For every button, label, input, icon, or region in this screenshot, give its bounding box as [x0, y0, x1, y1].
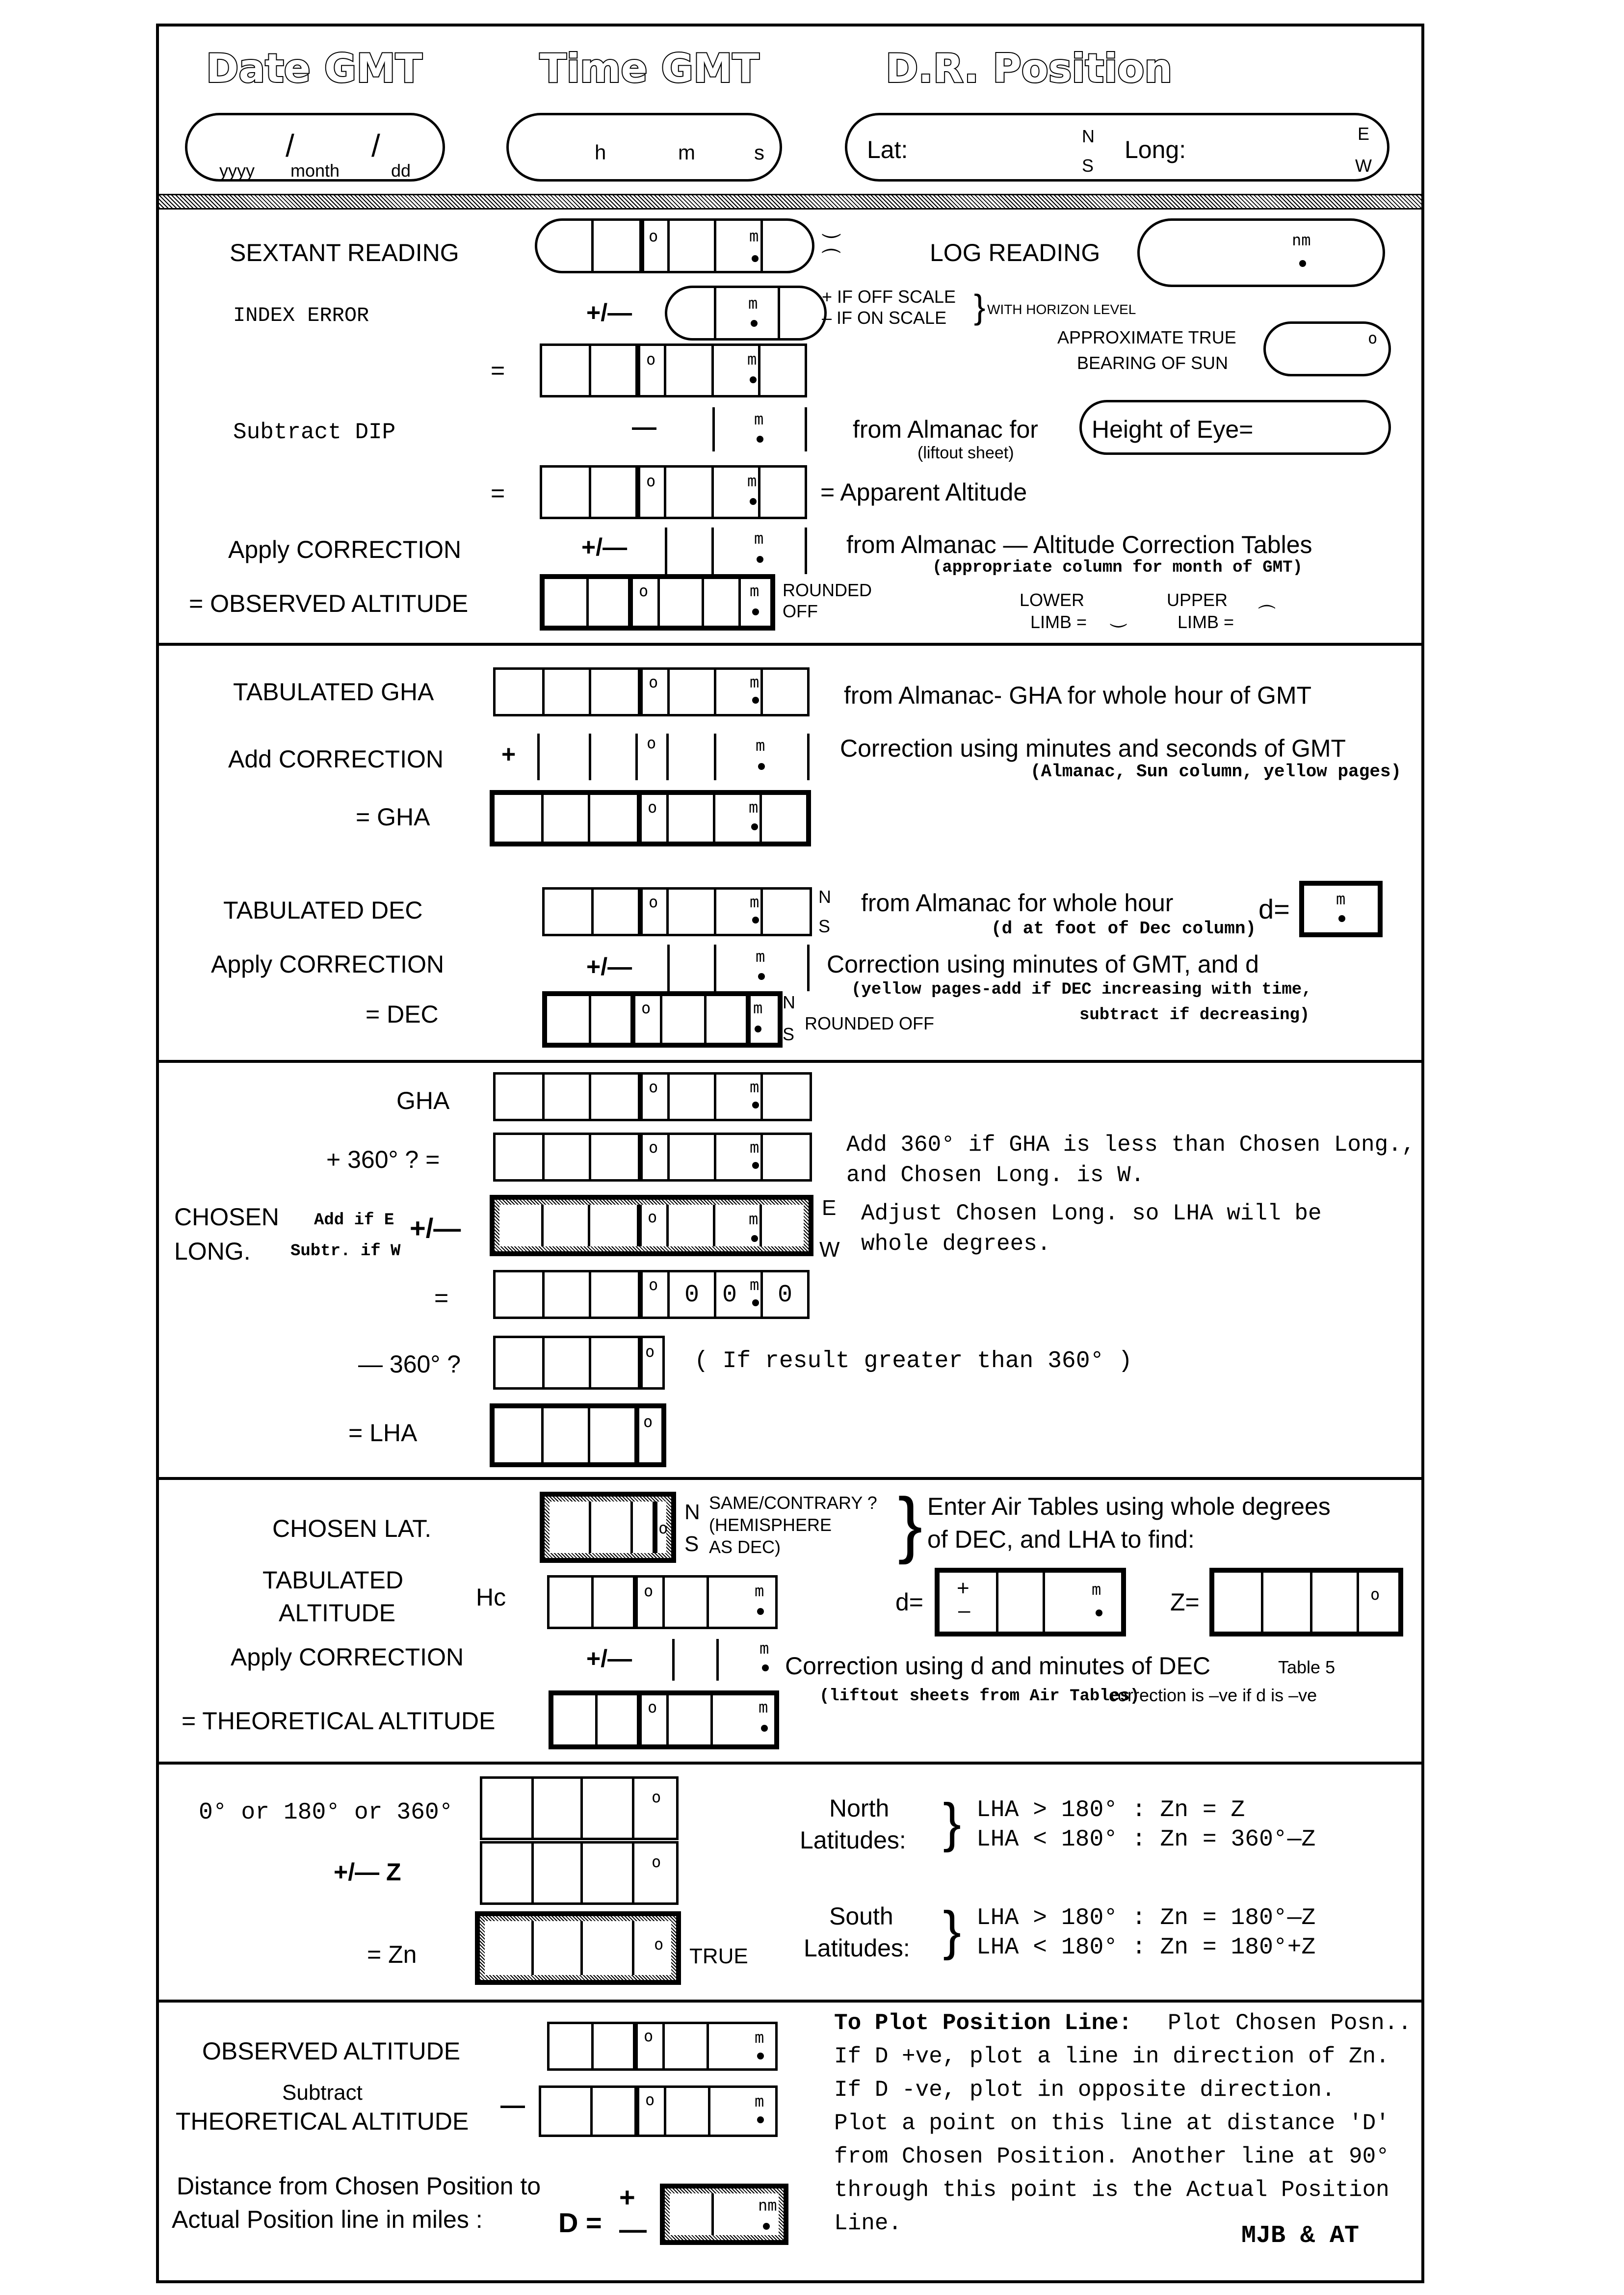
- month-label: month: [290, 160, 340, 181]
- chosen-label: CHOSEN: [174, 1203, 279, 1231]
- apparent-altitude-field[interactable]: o m: [540, 465, 807, 519]
- add-correction-label: Add CORRECTION: [228, 745, 444, 773]
- tabulated-altitude-field[interactable]: o m: [547, 1575, 778, 1629]
- plus-minus-z-label: +/— Z: [334, 1858, 401, 1886]
- subtract-dip-label: Subtract DIP: [233, 420, 396, 445]
- chosen-long-result-field[interactable]: o 0 0 m 0: [493, 1270, 810, 1319]
- sextant-reading-field[interactable]: o m: [535, 218, 814, 273]
- chosen-long-field[interactable]: o m: [490, 1195, 813, 1256]
- tabulated-dec-field[interactable]: o m: [542, 887, 812, 936]
- zn-label: = Zn: [367, 1941, 417, 1968]
- apply-correction-label-1: Apply CORRECTION: [228, 536, 462, 563]
- date-field[interactable]: / / yyyy month dd: [185, 113, 445, 182]
- index-error-field[interactable]: m: [665, 286, 827, 341]
- theoretical-altitude-field-2[interactable]: o m: [539, 2085, 778, 2137]
- dec-label: = DEC: [366, 1001, 439, 1028]
- chosen-lat-label: CHOSEN LAT.: [272, 1515, 432, 1542]
- tabulated-gha-label: TABULATED GHA: [233, 678, 434, 706]
- long-label: Long:: [1125, 136, 1186, 163]
- seconds-label: s: [754, 141, 764, 164]
- gha-label-2: GHA: [396, 1087, 450, 1114]
- log-reading-label: LOG READING: [930, 239, 1100, 266]
- air-tables-d-field[interactable]: + – m: [935, 1568, 1126, 1636]
- date-gmt-heading: Date GMT: [206, 46, 422, 91]
- theoretical-altitude-field[interactable]: o m: [549, 1690, 779, 1749]
- dd-label: dd: [391, 160, 411, 181]
- gha-field-2[interactable]: o m: [493, 1072, 812, 1121]
- dr-position-field[interactable]: Lat: N S Long: E W: [845, 113, 1389, 182]
- air-tables-z-field[interactable]: o: [1209, 1568, 1403, 1636]
- index-error-label: INDEX ERROR: [233, 304, 369, 327]
- height-of-eye-field[interactable]: Height of Eye=: [1079, 400, 1391, 455]
- d-value-field[interactable]: m: [1299, 881, 1383, 937]
- gha-label: = GHA: [356, 803, 430, 831]
- time-field[interactable]: [506, 113, 782, 182]
- dr-position-heading: D.R. Position: [886, 46, 1173, 91]
- time-gmt-heading: Time GMT: [540, 46, 760, 91]
- lower-limb-symbol: ⏝: [822, 215, 841, 237]
- lha-label: = LHA: [348, 1419, 418, 1447]
- plus-minus-z-field[interactable]: o: [480, 1841, 679, 1905]
- z-base-label: 0° or 180° or 360°: [199, 1799, 453, 1826]
- observed-altitude-field-2[interactable]: o m: [547, 2022, 778, 2071]
- plus-360-label: + 360° ? =: [326, 1146, 440, 1173]
- theoretical-altitude-label-2: THEORETICAL ALTITUDE: [176, 2108, 469, 2135]
- observed-altitude-label-2: OBSERVED ALTITUDE: [202, 2037, 461, 2065]
- plot-position-line-title: To Plot Position Line:: [834, 2010, 1132, 2036]
- sextant-reading-label: SEXTANT READING: [230, 239, 459, 266]
- hours-label: h: [595, 141, 606, 164]
- hc-label: Hc: [476, 1583, 506, 1611]
- zn-field[interactable]: o: [475, 1911, 681, 1985]
- tabulated-altitude-label: TABULATED: [262, 1566, 404, 1594]
- section-divider-1: [156, 643, 1424, 646]
- tabulated-gha-field[interactable]: o m: [493, 667, 810, 716]
- section-divider-5: [156, 2000, 1424, 2003]
- sun-bearing-field[interactable]: o: [1263, 321, 1391, 376]
- sextant-corrected-field[interactable]: o m: [540, 343, 807, 397]
- gha-field[interactable]: o m: [490, 790, 811, 846]
- distance-d-field[interactable]: nm: [660, 2184, 788, 2245]
- long-label-2: LONG.: [174, 1238, 251, 1265]
- chosen-lat-field[interactable]: o: [540, 1492, 676, 1563]
- author-credit: MJB & AT: [1241, 2222, 1360, 2250]
- section-divider-2: [156, 1060, 1424, 1063]
- gha-plus-360-field[interactable]: o m: [493, 1133, 812, 1182]
- header-hatch-divider: [159, 194, 1421, 210]
- minus-360-label: — 360° ?: [358, 1350, 461, 1378]
- log-reading-field[interactable]: nm: [1137, 218, 1385, 287]
- minus-360-field[interactable]: o: [493, 1336, 665, 1390]
- observed-altitude-label: = OBSERVED ALTITUDE: [189, 590, 469, 617]
- apply-correction-label-2: Apply CORRECTION: [211, 950, 445, 978]
- lat-label: Lat:: [867, 136, 908, 163]
- theoretical-altitude-label: = THEORETICAL ALTITUDE: [182, 1707, 496, 1735]
- section-divider-4: [156, 1762, 1424, 1765]
- minutes-label: m: [678, 141, 695, 164]
- section-divider-3: [156, 1477, 1424, 1480]
- lha-field[interactable]: o: [490, 1403, 666, 1467]
- tabulated-dec-label: TABULATED DEC: [223, 897, 423, 924]
- z-base-field[interactable]: o: [480, 1776, 679, 1840]
- apply-correction-label-3: Apply CORRECTION: [231, 1643, 464, 1671]
- observed-altitude-field[interactable]: o m: [540, 574, 775, 631]
- dec-field[interactable]: o m: [542, 991, 783, 1048]
- yyyy-label: yyyy: [219, 160, 255, 181]
- upper-limb-symbol: ⏜: [822, 249, 841, 271]
